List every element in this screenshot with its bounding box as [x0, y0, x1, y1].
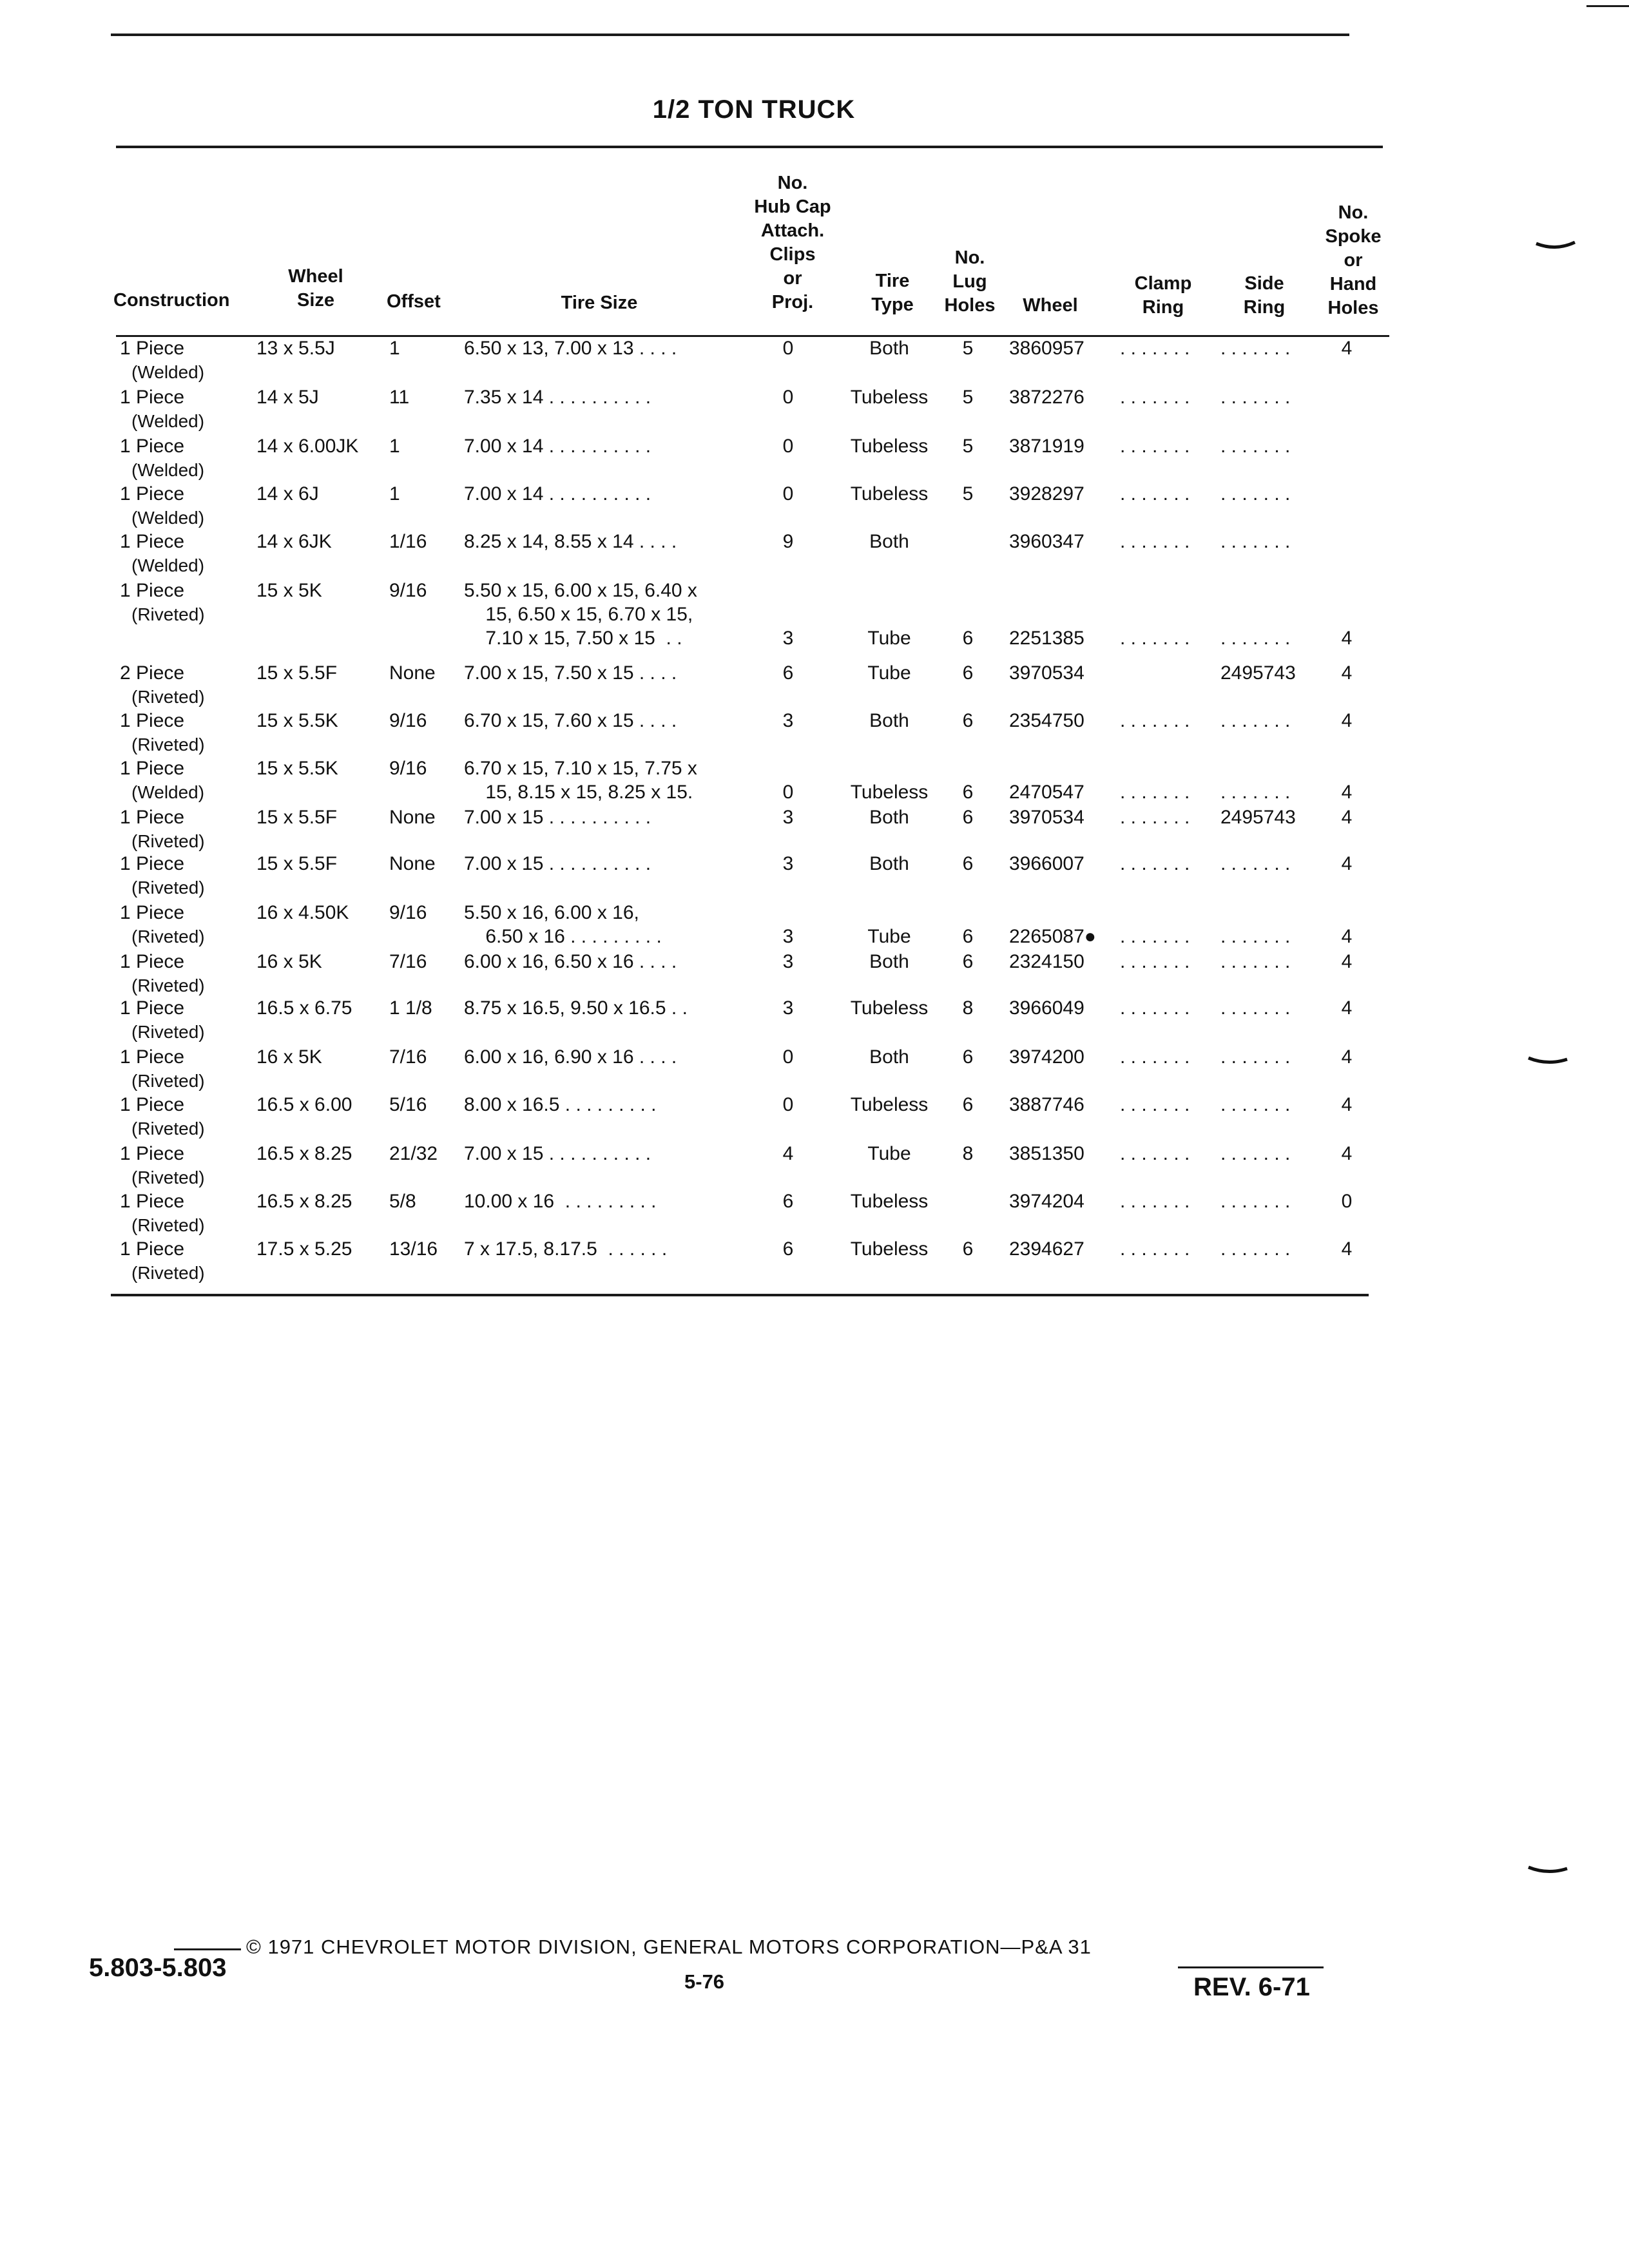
cell-wheel: 3960347 — [1009, 531, 1084, 552]
page-title: 1/2 TON TRUCK — [652, 95, 856, 124]
cell-side-ring: . . . . . . . — [1220, 782, 1291, 803]
cell-construction-subtype: (Welded) — [131, 555, 205, 575]
cell-clamp-ring: . . . . . . . — [1120, 1143, 1190, 1164]
cell-hub-cap: 6 — [782, 662, 794, 684]
cell-construction-subtype: (Riveted) — [131, 1215, 205, 1235]
table-bottom-rule — [111, 1294, 1369, 1296]
cell-construction: 1 Piece — [120, 1094, 185, 1115]
cell-lug-holes: 6 — [962, 853, 974, 874]
cell-spoke-holes: 4 — [1341, 1238, 1353, 1260]
cell-tire-type: Tubeless — [850, 997, 929, 1019]
cell-hub-cap: 4 — [782, 1143, 794, 1164]
cell-wheel-size: 15 x 5.5F — [256, 807, 338, 828]
cell-clamp-ring: . . . . . . . — [1120, 387, 1190, 408]
cell-wheel: 3974204 — [1009, 1191, 1084, 1212]
cell-construction-subtype: (Riveted) — [131, 1119, 205, 1139]
cell-construction: 1 Piece — [120, 710, 185, 731]
cell-hub-cap: 0 — [782, 436, 794, 457]
cell-offset: 1 — [389, 436, 400, 457]
cell-spoke-holes: 4 — [1341, 807, 1353, 828]
margin-tick-1 — [1535, 240, 1576, 253]
cell-wheel-size: 16 x 5K — [256, 1046, 322, 1068]
cell-side-ring: 2495743 — [1220, 662, 1296, 684]
cell-tire-type: Tube — [867, 628, 911, 649]
cell-offset: 9/16 — [389, 580, 427, 601]
cell-wheel: 3871919 — [1009, 436, 1084, 457]
cell-construction-subtype: (Riveted) — [131, 735, 205, 754]
footer-copyright: © 1971 CHEVROLET MOTOR DIVISION, GENERAL MOTORS CORPORATION—P&A 31 — [246, 1936, 1092, 1958]
cell-hub-cap: 3 — [782, 926, 794, 947]
cell-construction-subtype: (Riveted) — [131, 604, 205, 624]
cell-construction-subtype: (Riveted) — [131, 975, 205, 995]
cell-wheel-size: 14 x 5J — [256, 387, 319, 408]
cell-tire-size: 7.00 x 15, 7.50 x 15 . . . . — [464, 662, 677, 684]
cell-construction: 1 Piece — [120, 853, 185, 874]
cell-construction-subtype: (Riveted) — [131, 1263, 205, 1283]
footer-page-number: 5-76 — [684, 1970, 725, 1993]
cell-hub-cap: 6 — [782, 1238, 794, 1260]
cell-side-ring: . . . . . . . — [1220, 1238, 1291, 1260]
cell-tire-size: 7.35 x 14 . . . . . . . . . . — [464, 387, 651, 408]
cell-construction-subtype: (Riveted) — [131, 687, 205, 707]
cell-hub-cap: 0 — [782, 1046, 794, 1068]
cell-hub-cap: 6 — [782, 1191, 794, 1212]
cell-tire-size: 7.00 x 15 . . . . . . . . . . — [464, 853, 651, 874]
cell-construction: 1 Piece — [120, 758, 185, 779]
cell-wheel: 3851350 — [1009, 1143, 1084, 1164]
cell-construction: 1 Piece — [120, 902, 185, 923]
cell-tire-type: Tubeless — [850, 1094, 929, 1115]
cell-spoke-holes: 4 — [1341, 782, 1353, 803]
cell-wheel-size: 15 x 5.5F — [256, 853, 338, 874]
table-top-rule — [116, 146, 1383, 148]
header-clamp-ring: Clamp Ring — [1134, 273, 1192, 318]
cell-construction-subtype: (Riveted) — [131, 878, 205, 898]
cell-offset: 9/16 — [389, 710, 427, 731]
cell-lug-holes: 8 — [962, 1143, 974, 1164]
header-side-ring: Side Ring — [1243, 273, 1286, 318]
cell-wheel-size: 16.5 x 6.00 — [256, 1094, 352, 1115]
cell-wheel: 3860957 — [1009, 338, 1084, 359]
cell-construction-subtype: (Riveted) — [131, 1022, 205, 1042]
cell-clamp-ring: . . . . . . . — [1120, 951, 1190, 972]
cell-side-ring: . . . . . . . — [1220, 1094, 1291, 1115]
cell-wheel-size: 14 x 6J — [256, 483, 319, 505]
cell-hub-cap: 3 — [782, 951, 794, 972]
cell-construction-subtype: (Riveted) — [131, 1168, 205, 1187]
cell-lug-holes: 5 — [962, 483, 974, 505]
cell-side-ring: . . . . . . . — [1220, 338, 1291, 359]
cell-tire-type: Both — [869, 807, 909, 828]
cell-wheel-size: 14 x 6JK — [256, 531, 332, 552]
cell-clamp-ring: . . . . . . . — [1120, 483, 1190, 505]
top-right-mark — [1586, 5, 1629, 7]
cell-construction-subtype: (Welded) — [131, 782, 205, 802]
cell-wheel-size: 14 x 6.00JK — [256, 436, 359, 457]
cell-construction: 1 Piece — [120, 338, 185, 359]
cell-hub-cap: 3 — [782, 628, 794, 649]
cell-offset: 7/16 — [389, 1046, 427, 1068]
cell-side-ring: . . . . . . . — [1220, 387, 1291, 408]
cell-tire-size: 8.00 x 16.5 . . . . . . . . . — [464, 1094, 657, 1115]
cell-spoke-holes: 4 — [1341, 997, 1353, 1019]
header-tire-size: Tire Size — [561, 293, 638, 313]
cell-tire-type: Both — [869, 951, 909, 972]
cell-tire-type: Tubeless — [850, 782, 929, 803]
cell-hub-cap: 3 — [782, 807, 794, 828]
cell-hub-cap: 0 — [782, 782, 794, 803]
cell-hub-cap: 0 — [782, 338, 794, 359]
cell-wheel: 3928297 — [1009, 483, 1084, 505]
cell-lug-holes: 6 — [962, 1046, 974, 1068]
header-tire-type: Tire Type — [871, 271, 914, 315]
cell-construction: 1 Piece — [120, 1238, 185, 1260]
cell-offset: 1 — [389, 483, 400, 505]
cell-construction: 1 Piece — [120, 580, 185, 601]
cell-offset: 21/32 — [389, 1143, 438, 1164]
cell-construction: 1 Piece — [120, 951, 185, 972]
cell-tire-type: Both — [869, 1046, 909, 1068]
cell-lug-holes: 6 — [962, 628, 974, 649]
cell-lug-holes: 6 — [962, 807, 974, 828]
cell-tire-size: 6.00 x 16, 6.50 x 16 . . . . — [464, 951, 677, 972]
cell-tire-type: Tubeless — [850, 483, 929, 505]
header-hub-cap-clips: No. Hub Cap Attach. Clips or Proj. — [754, 173, 831, 312]
cell-clamp-ring: . . . . . . . — [1120, 926, 1190, 947]
cell-side-ring: . . . . . . . — [1220, 1046, 1291, 1068]
header-construction: Construction — [113, 290, 230, 311]
cell-construction: 2 Piece — [120, 662, 185, 684]
cell-construction-subtype: (Riveted) — [131, 831, 205, 851]
cell-offset: None — [389, 807, 436, 828]
header-wheel: Wheel — [1023, 295, 1078, 316]
cell-construction: 1 Piece — [120, 436, 185, 457]
cell-hub-cap: 3 — [782, 853, 794, 874]
cell-spoke-holes: 4 — [1341, 1143, 1353, 1164]
cell-wheel-size: 16.5 x 6.75 — [256, 997, 352, 1019]
cell-clamp-ring: . . . . . . . — [1120, 997, 1190, 1019]
cell-tire-type: Both — [869, 338, 909, 359]
cell-side-ring: . . . . . . . — [1220, 951, 1291, 972]
cell-spoke-holes: 0 — [1341, 1191, 1353, 1212]
cell-wheel-size: 17.5 x 5.25 — [256, 1238, 352, 1260]
cell-tire-size: 5.50 x 16, 6.00 x 16, 6.50 x 16 . . . . . . . . . — [464, 902, 662, 947]
cell-clamp-ring: . . . . . . . — [1120, 1094, 1190, 1115]
cell-offset: None — [389, 662, 436, 684]
cell-construction: 1 Piece — [120, 1143, 185, 1164]
cell-tire-size: 5.50 x 15, 6.00 x 15, 6.40 x 15, 6.50 x 15, 6.70 x 15, 7.10 x 15, 7.50 x 15 . . — [464, 580, 697, 649]
cell-construction: 1 Piece — [120, 387, 185, 408]
cell-offset: 1 1/8 — [389, 997, 432, 1019]
cell-clamp-ring: . . . . . . . — [1120, 531, 1190, 552]
cell-wheel: 2354750 — [1009, 710, 1084, 731]
cell-tire-type: Tube — [867, 662, 911, 684]
cell-lug-holes: 6 — [962, 951, 974, 972]
cell-lug-holes: 6 — [962, 782, 974, 803]
cell-clamp-ring: . . . . . . . — [1120, 338, 1190, 359]
cell-tire-type: Tubeless — [850, 1238, 929, 1260]
cell-side-ring: . . . . . . . — [1220, 1143, 1291, 1164]
cell-tire-size: 7.00 x 15 . . . . . . . . . . — [464, 807, 651, 828]
cell-tire-type: Both — [869, 710, 909, 731]
cell-construction: 1 Piece — [120, 997, 185, 1019]
footer-right-rule — [1178, 1966, 1324, 1968]
cell-wheel-size: 13 x 5.5J — [256, 338, 335, 359]
cell-spoke-holes: 4 — [1341, 853, 1353, 874]
cell-tire-size: 6.50 x 13, 7.00 x 13 . . . . — [464, 338, 677, 359]
footer-revision: REV. 6-71 — [1193, 1973, 1310, 2001]
cell-tire-size: 7.00 x 14 . . . . . . . . . . — [464, 436, 651, 457]
cell-side-ring: . . . . . . . — [1220, 997, 1291, 1019]
cell-wheel: 3966007 — [1009, 853, 1084, 874]
cell-wheel-size: 15 x 5.5F — [256, 662, 338, 684]
cell-clamp-ring: . . . . . . . — [1120, 782, 1190, 803]
cell-tire-size: 7.00 x 14 . . . . . . . . . . — [464, 483, 651, 505]
cell-wheel: 3872276 — [1009, 387, 1084, 408]
footer-left-rule — [174, 1948, 241, 1950]
cell-spoke-holes: 4 — [1341, 951, 1353, 972]
cell-tire-size: 7 x 17.5, 8.17.5 . . . . . . — [464, 1238, 668, 1260]
cell-side-ring: . . . . . . . — [1220, 483, 1291, 505]
cell-hub-cap: 3 — [782, 997, 794, 1019]
header-wheel-size: Wheel Size — [288, 266, 343, 311]
cell-clamp-ring: . . . . . . . — [1120, 436, 1190, 457]
cell-wheel: 3974200 — [1009, 1046, 1084, 1068]
cell-offset: None — [389, 853, 436, 874]
cell-hub-cap: 9 — [782, 531, 794, 552]
cell-wheel-size: 15 x 5.5K — [256, 758, 338, 779]
margin-tick-2 — [1527, 1054, 1568, 1067]
cell-tire-size: 6.70 x 15, 7.60 x 15 . . . . — [464, 710, 677, 731]
cell-construction-subtype: (Welded) — [131, 362, 205, 382]
cell-lug-holes: 6 — [962, 1094, 974, 1115]
cell-clamp-ring: . . . . . . . — [1120, 1191, 1190, 1212]
cell-wheel: 2470547 — [1009, 782, 1084, 803]
cell-hub-cap: 3 — [782, 710, 794, 731]
cell-construction-subtype: (Welded) — [131, 508, 205, 528]
cell-tire-size: 8.75 x 16.5, 9.50 x 16.5 . . — [464, 997, 688, 1019]
cell-wheel: 2265087● — [1009, 926, 1096, 947]
cell-tire-size: 7.00 x 15 . . . . . . . . . . — [464, 1143, 651, 1164]
cell-tire-type: Tubeless — [850, 436, 929, 457]
cell-side-ring: . . . . . . . — [1220, 710, 1291, 731]
cell-clamp-ring: . . . . . . . — [1120, 1046, 1190, 1068]
cell-wheel-size: 16.5 x 8.25 — [256, 1191, 352, 1212]
cell-tire-size: 10.00 x 16 . . . . . . . . . — [464, 1191, 657, 1212]
cell-spoke-holes: 4 — [1341, 628, 1353, 649]
cell-tire-size: 8.25 x 14, 8.55 x 14 . . . . — [464, 531, 677, 552]
cell-tire-type: Tubeless — [850, 387, 929, 408]
cell-construction: 1 Piece — [120, 483, 185, 505]
cell-lug-holes: 5 — [962, 387, 974, 408]
cell-spoke-holes: 4 — [1341, 1094, 1353, 1115]
cell-side-ring: . . . . . . . — [1220, 926, 1291, 947]
cell-construction: 1 Piece — [120, 807, 185, 828]
cell-offset: 13/16 — [389, 1238, 438, 1260]
cell-wheel: 3887746 — [1009, 1094, 1084, 1115]
cell-offset: 11 — [389, 387, 410, 408]
cell-side-ring: . . . . . . . — [1220, 436, 1291, 457]
cell-spoke-holes: 4 — [1341, 926, 1353, 947]
cell-lug-holes: 5 — [962, 436, 974, 457]
cell-construction: 1 Piece — [120, 531, 185, 552]
cell-construction-subtype: (Welded) — [131, 411, 205, 431]
cell-offset: 5/16 — [389, 1094, 427, 1115]
cell-side-ring: . . . . . . . — [1220, 853, 1291, 874]
cell-construction-subtype: (Riveted) — [131, 927, 205, 947]
cell-clamp-ring: . . . . . . . — [1120, 807, 1190, 828]
cell-wheel-size: 15 x 5K — [256, 580, 322, 601]
cell-wheel-size: 15 x 5.5K — [256, 710, 338, 731]
cell-lug-holes: 6 — [962, 1238, 974, 1260]
cell-lug-holes: 6 — [962, 710, 974, 731]
cell-offset: 9/16 — [389, 758, 427, 779]
cell-side-ring: . . . . . . . — [1220, 1191, 1291, 1212]
cell-clamp-ring: . . . . . . . — [1120, 710, 1190, 731]
cell-lug-holes: 8 — [962, 997, 974, 1019]
cell-wheel: 3970534 — [1009, 662, 1084, 684]
cell-tire-type: Both — [869, 853, 909, 874]
cell-offset: 5/8 — [389, 1191, 416, 1212]
cell-wheel-size: 16.5 x 8.25 — [256, 1143, 352, 1164]
cell-hub-cap: 0 — [782, 1094, 794, 1115]
cell-spoke-holes: 4 — [1341, 662, 1353, 684]
cell-wheel: 2251385 — [1009, 628, 1084, 649]
cell-hub-cap: 0 — [782, 483, 794, 505]
cell-wheel: 3970534 — [1009, 807, 1084, 828]
cell-side-ring: 2495743 — [1220, 807, 1296, 828]
cell-hub-cap: 0 — [782, 387, 794, 408]
cell-tire-size: 6.00 x 16, 6.90 x 16 . . . . — [464, 1046, 677, 1068]
cell-offset: 1 — [389, 338, 400, 359]
cell-clamp-ring: . . . . . . . — [1120, 1238, 1190, 1260]
cell-tire-size: 6.70 x 15, 7.10 x 15, 7.75 x 15, 8.15 x 15, 8.25 x 15. — [464, 758, 697, 803]
cell-spoke-holes: 4 — [1341, 1046, 1353, 1068]
top-rule — [111, 34, 1349, 36]
header-lug-holes: No. Lug Holes — [944, 247, 996, 316]
cell-tire-type: Tubeless — [850, 1191, 929, 1212]
margin-tick-3 — [1527, 1863, 1568, 1876]
cell-clamp-ring: . . . . . . . — [1120, 628, 1190, 649]
cell-offset: 9/16 — [389, 902, 427, 923]
cell-lug-holes: 6 — [962, 926, 974, 947]
cell-offset: 1/16 — [389, 531, 427, 552]
cell-side-ring: . . . . . . . — [1220, 628, 1291, 649]
header-offset: Offset — [387, 291, 441, 312]
cell-construction: 1 Piece — [120, 1046, 185, 1068]
cell-construction-subtype: (Welded) — [131, 460, 205, 480]
cell-wheel: 2324150 — [1009, 951, 1084, 972]
cell-tire-type: Tube — [867, 1143, 911, 1164]
cell-wheel-size: 16 x 5K — [256, 951, 322, 972]
footer-section-number: 5.803-5.803 — [89, 1954, 227, 1982]
cell-wheel: 3966049 — [1009, 997, 1084, 1019]
header-spoke-holes: No. Spoke or Hand Holes — [1325, 202, 1382, 318]
cell-clamp-ring: . . . . . . . — [1120, 853, 1190, 874]
cell-wheel-size: 16 x 4.50K — [256, 902, 349, 923]
cell-wheel: 2394627 — [1009, 1238, 1084, 1260]
cell-side-ring: . . . . . . . — [1220, 531, 1291, 552]
cell-lug-holes: 5 — [962, 338, 974, 359]
cell-spoke-holes: 4 — [1341, 710, 1353, 731]
cell-spoke-holes: 4 — [1341, 338, 1353, 359]
cell-tire-type: Tube — [867, 926, 911, 947]
cell-construction: 1 Piece — [120, 1191, 185, 1212]
cell-offset: 7/16 — [389, 951, 427, 972]
cell-lug-holes: 6 — [962, 662, 974, 684]
cell-tire-type: Both — [869, 531, 909, 552]
cell-construction-subtype: (Riveted) — [131, 1071, 205, 1091]
